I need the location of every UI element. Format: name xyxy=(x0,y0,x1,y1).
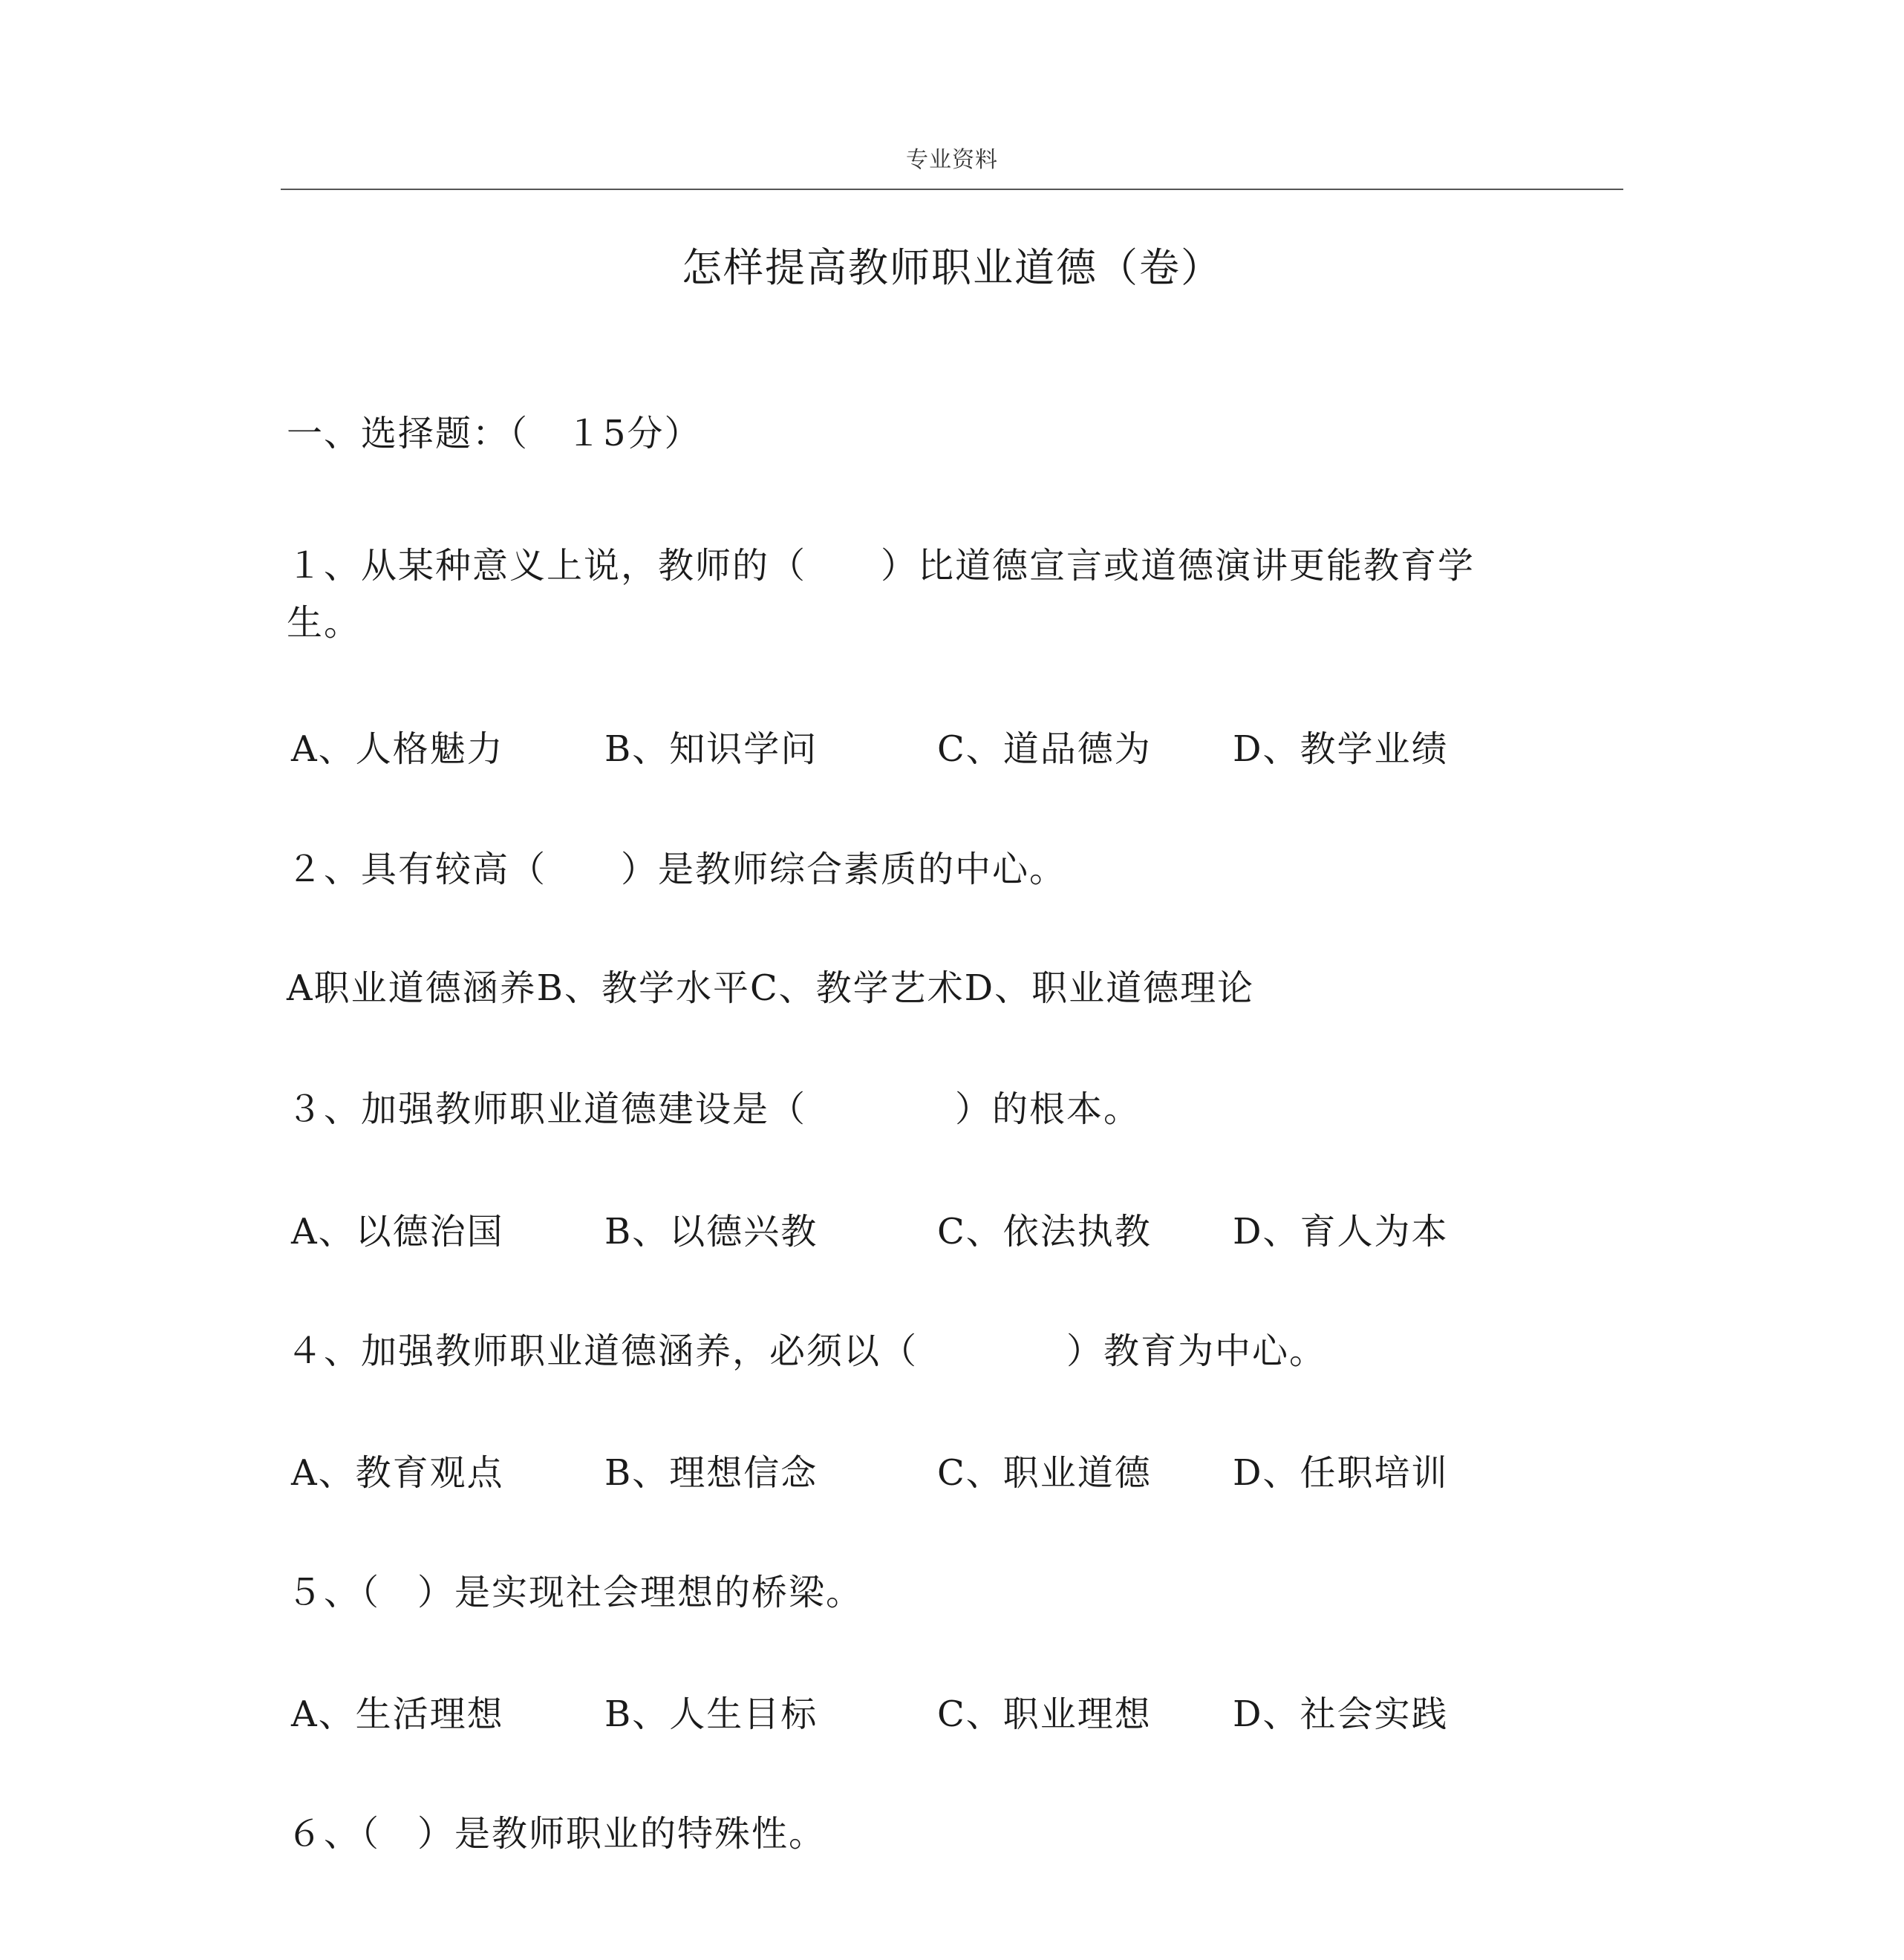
question-1-options xyxy=(0,720,1904,770)
option-d: D、教学业绩 xyxy=(1233,728,1449,770)
question-3-options xyxy=(0,1203,1904,1252)
option-b: B、理想信念 xyxy=(604,1452,818,1494)
question-6-text: ６、（ ）是教师职业的特殊性。 xyxy=(287,1813,827,1855)
option-a: A、人格魅力 xyxy=(291,728,504,770)
section-heading: 一、选择题：（ １5分） xyxy=(287,413,702,454)
question-5-options xyxy=(0,1685,1904,1735)
option-d: D、任职培训 xyxy=(1233,1452,1449,1494)
question-1-text: １、从某种意义上说，教师的（ ）比道德宣言或道德演讲更能教育学 xyxy=(287,545,1476,587)
option-b: B、知识学问 xyxy=(604,728,818,770)
question-4-options xyxy=(0,1444,1904,1494)
question-1-text-continued: 生。 xyxy=(287,602,362,644)
option-c: C、职业道德 xyxy=(937,1452,1152,1494)
option-a: A、生活理想 xyxy=(291,1693,504,1735)
page-header: 专业资料 xyxy=(906,147,998,173)
question-4-text: ４、加强教师职业道德涵养，必须以（ ）教育为中心。 xyxy=(287,1330,1327,1372)
option-a: A、教育观点 xyxy=(291,1452,504,1494)
option-d: D、社会实践 xyxy=(1233,1693,1449,1735)
option-c: C、依法执教 xyxy=(937,1211,1152,1252)
document-title: 怎样提高教师职业道德（卷） xyxy=(682,244,1222,291)
option-c: C、职业理想 xyxy=(937,1693,1152,1735)
option-b: B、人生目标 xyxy=(604,1693,818,1735)
header-divider xyxy=(281,189,1623,190)
option-c: C、道品德为 xyxy=(937,728,1152,770)
question-5-text: ５、（ ）是实现社会理想的桥梁。 xyxy=(287,1572,864,1613)
option-b: B、以德兴教 xyxy=(604,1211,818,1252)
question-3-text: ３、加强教师职业道德建设是（ ）的根本。 xyxy=(287,1088,1141,1130)
question-2-text: ２、具有较高（ ）是教师综合素质的中心。 xyxy=(287,849,1067,890)
option-d: D、育人为本 xyxy=(1233,1211,1449,1252)
option-a: A、以德治国 xyxy=(291,1211,504,1252)
question-2-options: A职业道德涵养B、教学水平C、教学艺术D、职业道德理论 xyxy=(287,967,1255,1009)
